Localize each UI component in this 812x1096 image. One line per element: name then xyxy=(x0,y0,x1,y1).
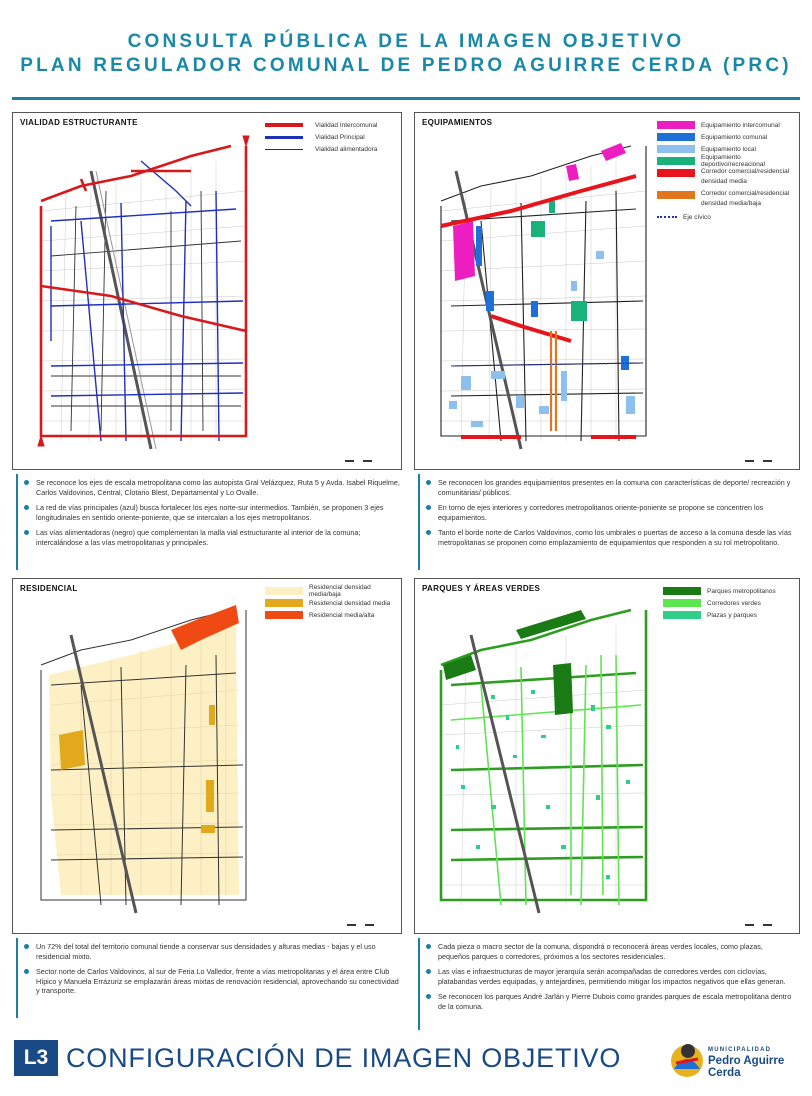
map-parques[interactable] xyxy=(421,595,651,920)
legend-swatch xyxy=(265,599,303,607)
legend-label: Eje cívico xyxy=(683,213,711,221)
bullet-text: Las vías alimentadoras (negro) que complementan la malla vial estructurante al interior de la comuna; intercalándose a las vías metropolitanas y principales. xyxy=(22,528,402,547)
legend-swatch xyxy=(265,611,303,619)
legend-swatch xyxy=(657,191,695,199)
legend-swatch xyxy=(657,145,695,153)
sheet-badge: L3 xyxy=(14,1040,58,1076)
legend-swatch xyxy=(663,611,701,619)
legend-equipamientos xyxy=(657,119,797,223)
legend-swatch xyxy=(657,133,695,141)
panel-title: RESIDENCIAL xyxy=(20,584,78,593)
panel-equipamientos xyxy=(414,112,800,470)
bullet-text: Tanto el borde norte de Carlos Valdovinos, como los umbrales o puertas de acceso a la comuna desde las vías metropolitanas se proponen como emplazamiento de equipamientos que responden a su rol metropolitano. xyxy=(424,528,796,547)
panel-residencial xyxy=(12,578,402,934)
header-title-line1: CONSULTA PÚBLICA DE LA IMAGEN OBJETIVO xyxy=(127,31,685,52)
bullet-text: Se reconocen los grandes equipamientos presentes en la comuna con características de deporte/ recreación y comunitarias/ públicos. xyxy=(424,478,796,497)
text-residencial xyxy=(22,942,402,1002)
logo-name: Pedro Aguirre Cerda xyxy=(708,1055,785,1079)
scale-bar-icon xyxy=(745,457,785,465)
legend-label: Residencial densidad media xyxy=(309,599,391,607)
legend-swatch xyxy=(657,169,695,177)
logo-municipalidad: MUNICIPALIDAD xyxy=(708,1047,772,1053)
legend-label: Equipamiento deportivo/recreacional xyxy=(701,154,765,168)
legend-label: Vialidad Principal xyxy=(315,133,365,141)
text-equipamientos xyxy=(424,478,796,554)
legend-swatch xyxy=(657,216,677,218)
legend-swatch xyxy=(265,136,303,139)
text-accent-bar xyxy=(418,474,420,570)
text-vialidad xyxy=(22,478,402,554)
legend-swatch xyxy=(663,599,701,607)
bullet-text: Se reconoce los ejes de escala metropolitana como las autopista Gral Velázquez, Ruta 5 y Avda. Isabel Riquelme, Carlos Valdovinos, Central, Clotario Blest, Departamental y Lo Ovalle. xyxy=(22,478,402,497)
legend-label: Equipamiento intercomunal xyxy=(701,121,780,129)
legend-label: Equipamiento local xyxy=(701,145,756,153)
text-accent-bar xyxy=(16,474,18,570)
bullet-text: Cada pieza o macro sector de la comuna, dispondrá o reconocerá áreas verdes locales, como plazas, pequeños parques o corredores, próximos a los sectores residenciales. xyxy=(424,942,796,961)
legend-label: Corredor comercial/residencial densidad media/baja xyxy=(701,190,790,207)
legend-label: Residencial densidad media/baja xyxy=(309,584,371,598)
legend-label: Parques metropolitanos xyxy=(707,587,776,595)
bullet-text: En torno de ejes interiores y corredores metropolitanos oriente-poniente se propone se concentren los equipamientos. xyxy=(424,503,796,522)
panel-title: VIALIDAD ESTRUCTURANTE xyxy=(20,118,138,127)
header-divider xyxy=(12,97,800,100)
panel-vialidad xyxy=(12,112,402,470)
legend-swatch xyxy=(265,587,303,595)
legend-parques xyxy=(663,585,793,621)
panel-title: EQUIPAMIENTOS xyxy=(422,118,493,127)
map-equipamientos[interactable] xyxy=(421,131,651,456)
panel-parques xyxy=(414,578,800,934)
scale-bar-icon xyxy=(745,921,785,929)
legend-swatch xyxy=(265,149,303,150)
map-vialidad[interactable] xyxy=(21,131,251,456)
bullet-text: Sector norte de Carlos Valdovinos, al sur de Feria Lo Valledor, frente a vías metropolitanas y el área entre Club Hípico y Manuela Errázuriz se emplazarán áreas mixtas de renovación residencial, aprovechando su conectividad y transporte. xyxy=(22,967,402,996)
page-header xyxy=(0,30,812,78)
legend-label: Equipamiento comunal xyxy=(701,133,768,141)
text-parques xyxy=(424,942,796,1018)
bullet-text: La red de vías principales (azul) busca fortalecer los ejes norte-sur intermedios. También, se proponen 3 ejes longitudinales en sentido oriente-poniente, que se intercalan a los ejes metropolitanos. xyxy=(22,503,402,522)
legend-swatch xyxy=(663,587,701,595)
municipality-logo xyxy=(668,1037,804,1081)
panel-title: PARQUES Y ÁREAS VERDES xyxy=(422,584,541,593)
legend-label: Corredor comercial/residencial densidad media xyxy=(701,168,790,185)
legend-label: Plazas y parques xyxy=(707,611,757,619)
legend-label: Corredores verdes xyxy=(707,599,761,607)
legend-label: Vialidad alimentadora xyxy=(315,145,378,153)
bullet-text: Un 72% del total del territorio comunal tiende a conservar sus densidades y alturas medias - bajas y el uso residencial mixto. xyxy=(22,942,402,961)
legend-swatch xyxy=(657,157,695,165)
legend-label: Residencial media/alta xyxy=(309,611,375,619)
text-accent-bar xyxy=(418,938,420,1030)
header-title-line2: PLAN REGULADOR COMUNAL DE PEDRO AGUIRRE CERDA (PRC) xyxy=(20,55,792,76)
legend-label: Vialidad Intercomunal xyxy=(315,121,378,129)
legend-vialidad xyxy=(265,119,395,155)
legend-swatch xyxy=(657,121,695,129)
legend-residencial xyxy=(265,585,395,621)
scale-bar-icon xyxy=(345,457,385,465)
footer-title: CONFIGURACIÓN DE IMAGEN OBJETIVO xyxy=(66,1043,622,1073)
map-residencial[interactable] xyxy=(21,595,251,920)
logo-emblem-icon xyxy=(668,1039,706,1079)
scale-bar-icon xyxy=(347,921,387,929)
bullet-text: Se reconocen los parques André Jarlán y Pierre Dubois como grandes parques de escala metropolitana dentro de la comuna. xyxy=(424,992,796,1011)
bullet-text: Las vías e infraestructuras de mayor jerarquía serán acompañadas de corredores verdes con ciclovías, platabandas verdes equipadas, y antejardines, permitiendo mitigar los impactos negativos que ellas generan. xyxy=(424,967,796,986)
legend-swatch xyxy=(265,123,303,127)
text-accent-bar xyxy=(16,938,18,1018)
